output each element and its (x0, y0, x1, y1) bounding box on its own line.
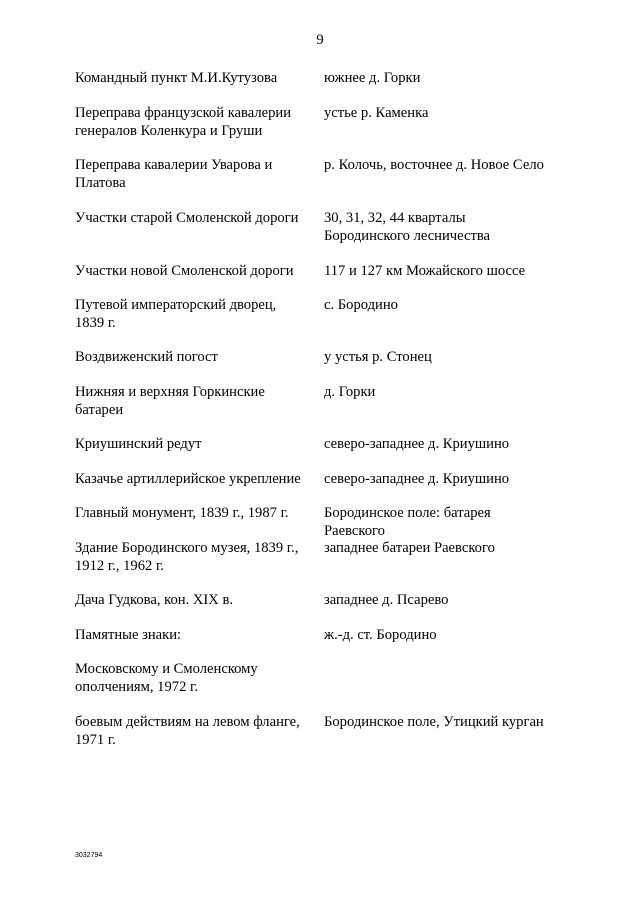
object-name: Памятные знаки: (75, 627, 182, 643)
object-name: боевым действиям на левом фланге, 1971 г. (75, 714, 300, 748)
object-location: северо-западнее д. Криушино (324, 471, 510, 487)
object-location: р. Колочь, восточнее д. Новое Село (324, 157, 544, 173)
object-name: Дача Гудкова, кон. XIX в. (75, 592, 233, 608)
object-location: Бородинское поле: батарея Раевского (324, 505, 491, 539)
object-name: Участки старой Смоленской дороги (75, 210, 299, 226)
object-name: Казачье артиллерийское укрепление (75, 471, 301, 487)
object-name: Нижняя и верхняя Горкинские батареи (75, 384, 265, 418)
object-name: Воздвиженский погост (75, 349, 218, 365)
object-location: северо-западнее д. Криушино (324, 436, 510, 452)
object-name: Командный пункт М.И.Кутузова (75, 70, 278, 86)
object-location: западнее батареи Раевского (324, 540, 495, 556)
object-location: южнее д. Горки (324, 70, 421, 86)
object-name: Переправа кавалерии Уварова и Платова (75, 157, 273, 191)
object-location: 117 и 127 км Можайского шоссе (324, 263, 526, 279)
object-name: Криушинский редут (75, 436, 202, 452)
object-name: Участки новой Смоленской дороги (75, 263, 294, 279)
object-location: Бородинское поле, Утицкий курган (324, 714, 544, 730)
page-number: 9 (316, 32, 324, 48)
object-name: Переправа французской кавалерии генералов Коленкура и Груши (75, 105, 292, 139)
object-location: ж.-д. ст. Бородино (324, 627, 437, 643)
object-location: д. Горки (324, 384, 376, 400)
object-location: устье р. Каменка (324, 105, 429, 121)
object-location: западнее д. Псарево (324, 592, 449, 608)
object-location: у устья р. Стонец (324, 349, 432, 365)
object-name: Главный монумент, 1839 г., 1987 г. (75, 505, 289, 521)
object-name: Московскому и Смоленскому ополчениям, 1972 г. (75, 661, 258, 695)
object-location: с. Бородино (324, 297, 398, 313)
object-name: Путевой императорский дворец, 1839 г. (75, 297, 277, 331)
object-location: 30, 31, 32, 44 кварталы Бородинского лесничества (324, 210, 491, 244)
document-code: 3032794 (75, 852, 103, 859)
object-name: Здание Бородинского музея, 1839 г., 1912 г., 1962 г. (75, 540, 299, 574)
